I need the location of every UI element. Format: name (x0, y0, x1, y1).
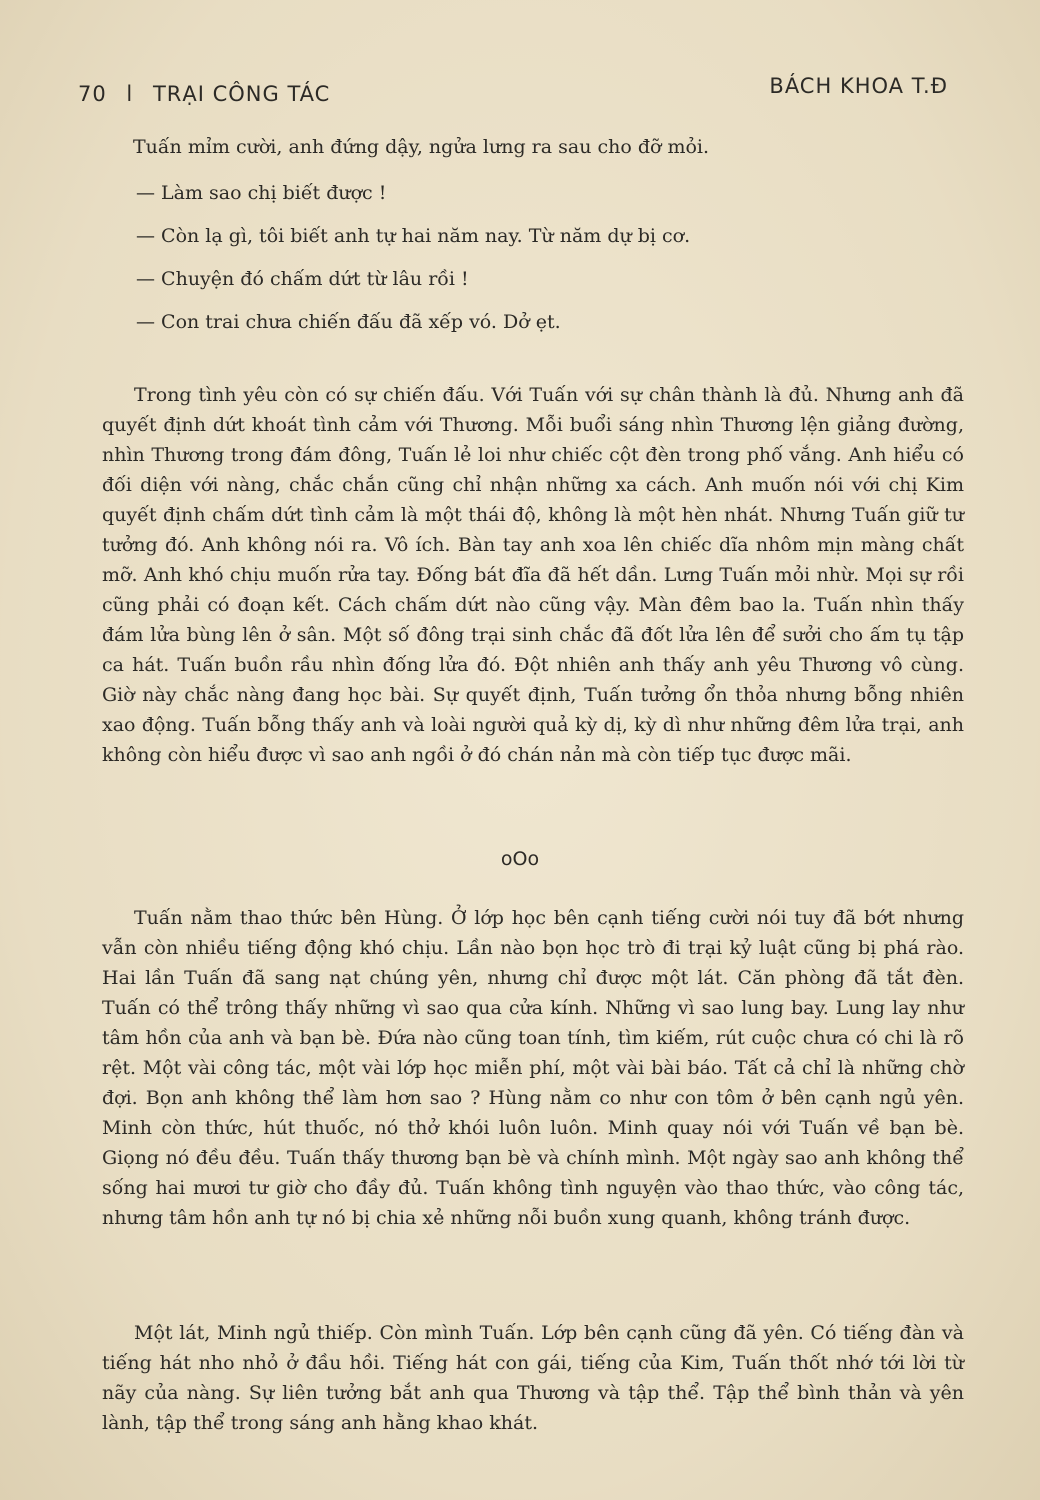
header-divider: l (126, 82, 134, 106)
dialogue-line: — Làm sao chị biết được ! (136, 182, 387, 204)
dialogue-line: — Chuyện đó chấm dứt từ lâu rồi ! (136, 268, 469, 290)
dialogue-line: — Còn lạ gì, tôi biết anh tự hai năm nay. Từ năm dự bị cơ. (136, 225, 691, 247)
paragraph: Một lát, Minh ngủ thiếp. Còn mình Tuấn. Lớp bên cạnh cũng đã yên. Có tiếng đàn và tiếng hát nho nhỏ ở đầu hồi. Tiếng hát con gái, tiếng của Kim, Tuấn thốt nhớ tới lời từ nãy của nàng. Sự liên tưởng bắt anh qua Thương và tập thể. Tập thể bình thản và yên lành, tập thể trong sáng anh hằng khao khát. (102, 1322, 964, 1434)
narration-line: Tuấn mỉm cười, anh đứng dậy, ngửa lưng ra sau cho đỡ mỏi. (133, 136, 710, 158)
paragraph: Trong tình yêu còn có sự chiến đấu. Với Tuấn với sự chân thành là đủ. Nhưng anh đã quyết định dứt khoát tình cảm với Thương. Mỗi buổi sáng nhìn Thương lện giảng đường, nhìn Thương trong đám đông, Tuấn lẻ loi như chiếc cột đèn trong phố vắng. Anh hiểu có đối diện với nàng, chắc chắn cũng chỉ nhận những xa cách. Anh muốn nói với chị Kim quyết định chấm dứt tình cảm là một thái độ, không là một hèn nhát. Nhưng Tuấn giữ tư tưởng đó. Anh không nói ra. Vô ích. Bàn tay anh xoa lên chiếc dĩa nhôm mịn màng chất mỡ. Anh khó chịu muốn rửa tay. Đống bát đĩa đã hết dần. Lưng Tuấn mỏi nhừ. Mọi sự rồi cũng phải có đoạn kết. Cách chấm dứt nào cũng vậy. Màn đêm bao la. Tuấn nhìn thấy đám lửa bùng lên ở sân. Một số đông trại sinh chắc đã đốt lửa lên để sưởi cho ấm tụ tập ca hát. Tuấn buồn rầu nhìn đống lửa đó. Đột nhiên anh thấy anh yêu Thương vô cùng. Giờ này chắc nàng đang học bài. Sự quyết định, Tuấn tưởng ổn thỏa nhưng bỗng nhiên xao động. Tuấn bỗng thấy anh và loài người quả kỳ dị, kỳ dì như những đêm lửa trại, anh không còn hiểu được vì sao anh ngồi ở đó chán nản mà còn tiếp tục được mãi. (102, 384, 964, 766)
dialogue-line: — Con trai chưa chiến đấu đã xếp vó. Dở ẹt. (136, 311, 561, 333)
paragraph-3-block (102, 1318, 964, 1438)
publication-name: BÁCH KHOA T.Đ (769, 74, 948, 98)
paragraph-2-block (102, 903, 964, 1233)
dialogue-block (133, 132, 933, 350)
page-number: 70 (78, 82, 107, 106)
paragraph-1-block (102, 380, 964, 770)
page-header (78, 74, 948, 114)
section-title: TRẠI CÔNG TÁC (152, 82, 331, 106)
section-separator: oOo (500, 848, 540, 870)
paragraph: Tuấn nằm thao thức bên Hùng. Ở lớp học bên cạnh tiếng cười nói tuy đã bớt nhưng vẫn còn nhiều tiếng động khó chịu. Lần nào bọn học trò đi trại kỷ luật cũng bị phá rào. Hai lần Tuấn đã sang nạt chúng yên, nhưng chỉ được một lát. Căn phòng đã tắt đèn. Tuấn có thể trông thấy những vì sao qua cửa kính. Những vì sao lung bay. Lung lay như tâm hồn của anh và bạn bè. Đứa nào cũng toan tính, tìm kiếm, rút cuộc chưa có chi là rõ rệt. Một vài công tác, một vài lớp học miễn phí, một vài bài báo. Tất cả chỉ là những chờ đợi. Bọn anh không thể làm hơn sao ? Hùng nằm co như con tôm ở bên cạnh ngủ yên. Minh còn thức, hút thuốc, nó thở khói luôn luôn. Minh quay nói với Tuấn về bạn bè. Giọng nó đều đều. Tuấn thấy thương bạn bè và chính mình. Một ngày sao anh không thể sống hai mươi tư giờ cho đầy đủ. Tuấn không tình nguyện vào thao thức, vào công tác, nhưng tâm hồn anh tự nó bị chia xẻ những nỗi buồn xung quanh, không tránh được. (102, 907, 964, 1229)
header-left (78, 82, 342, 106)
